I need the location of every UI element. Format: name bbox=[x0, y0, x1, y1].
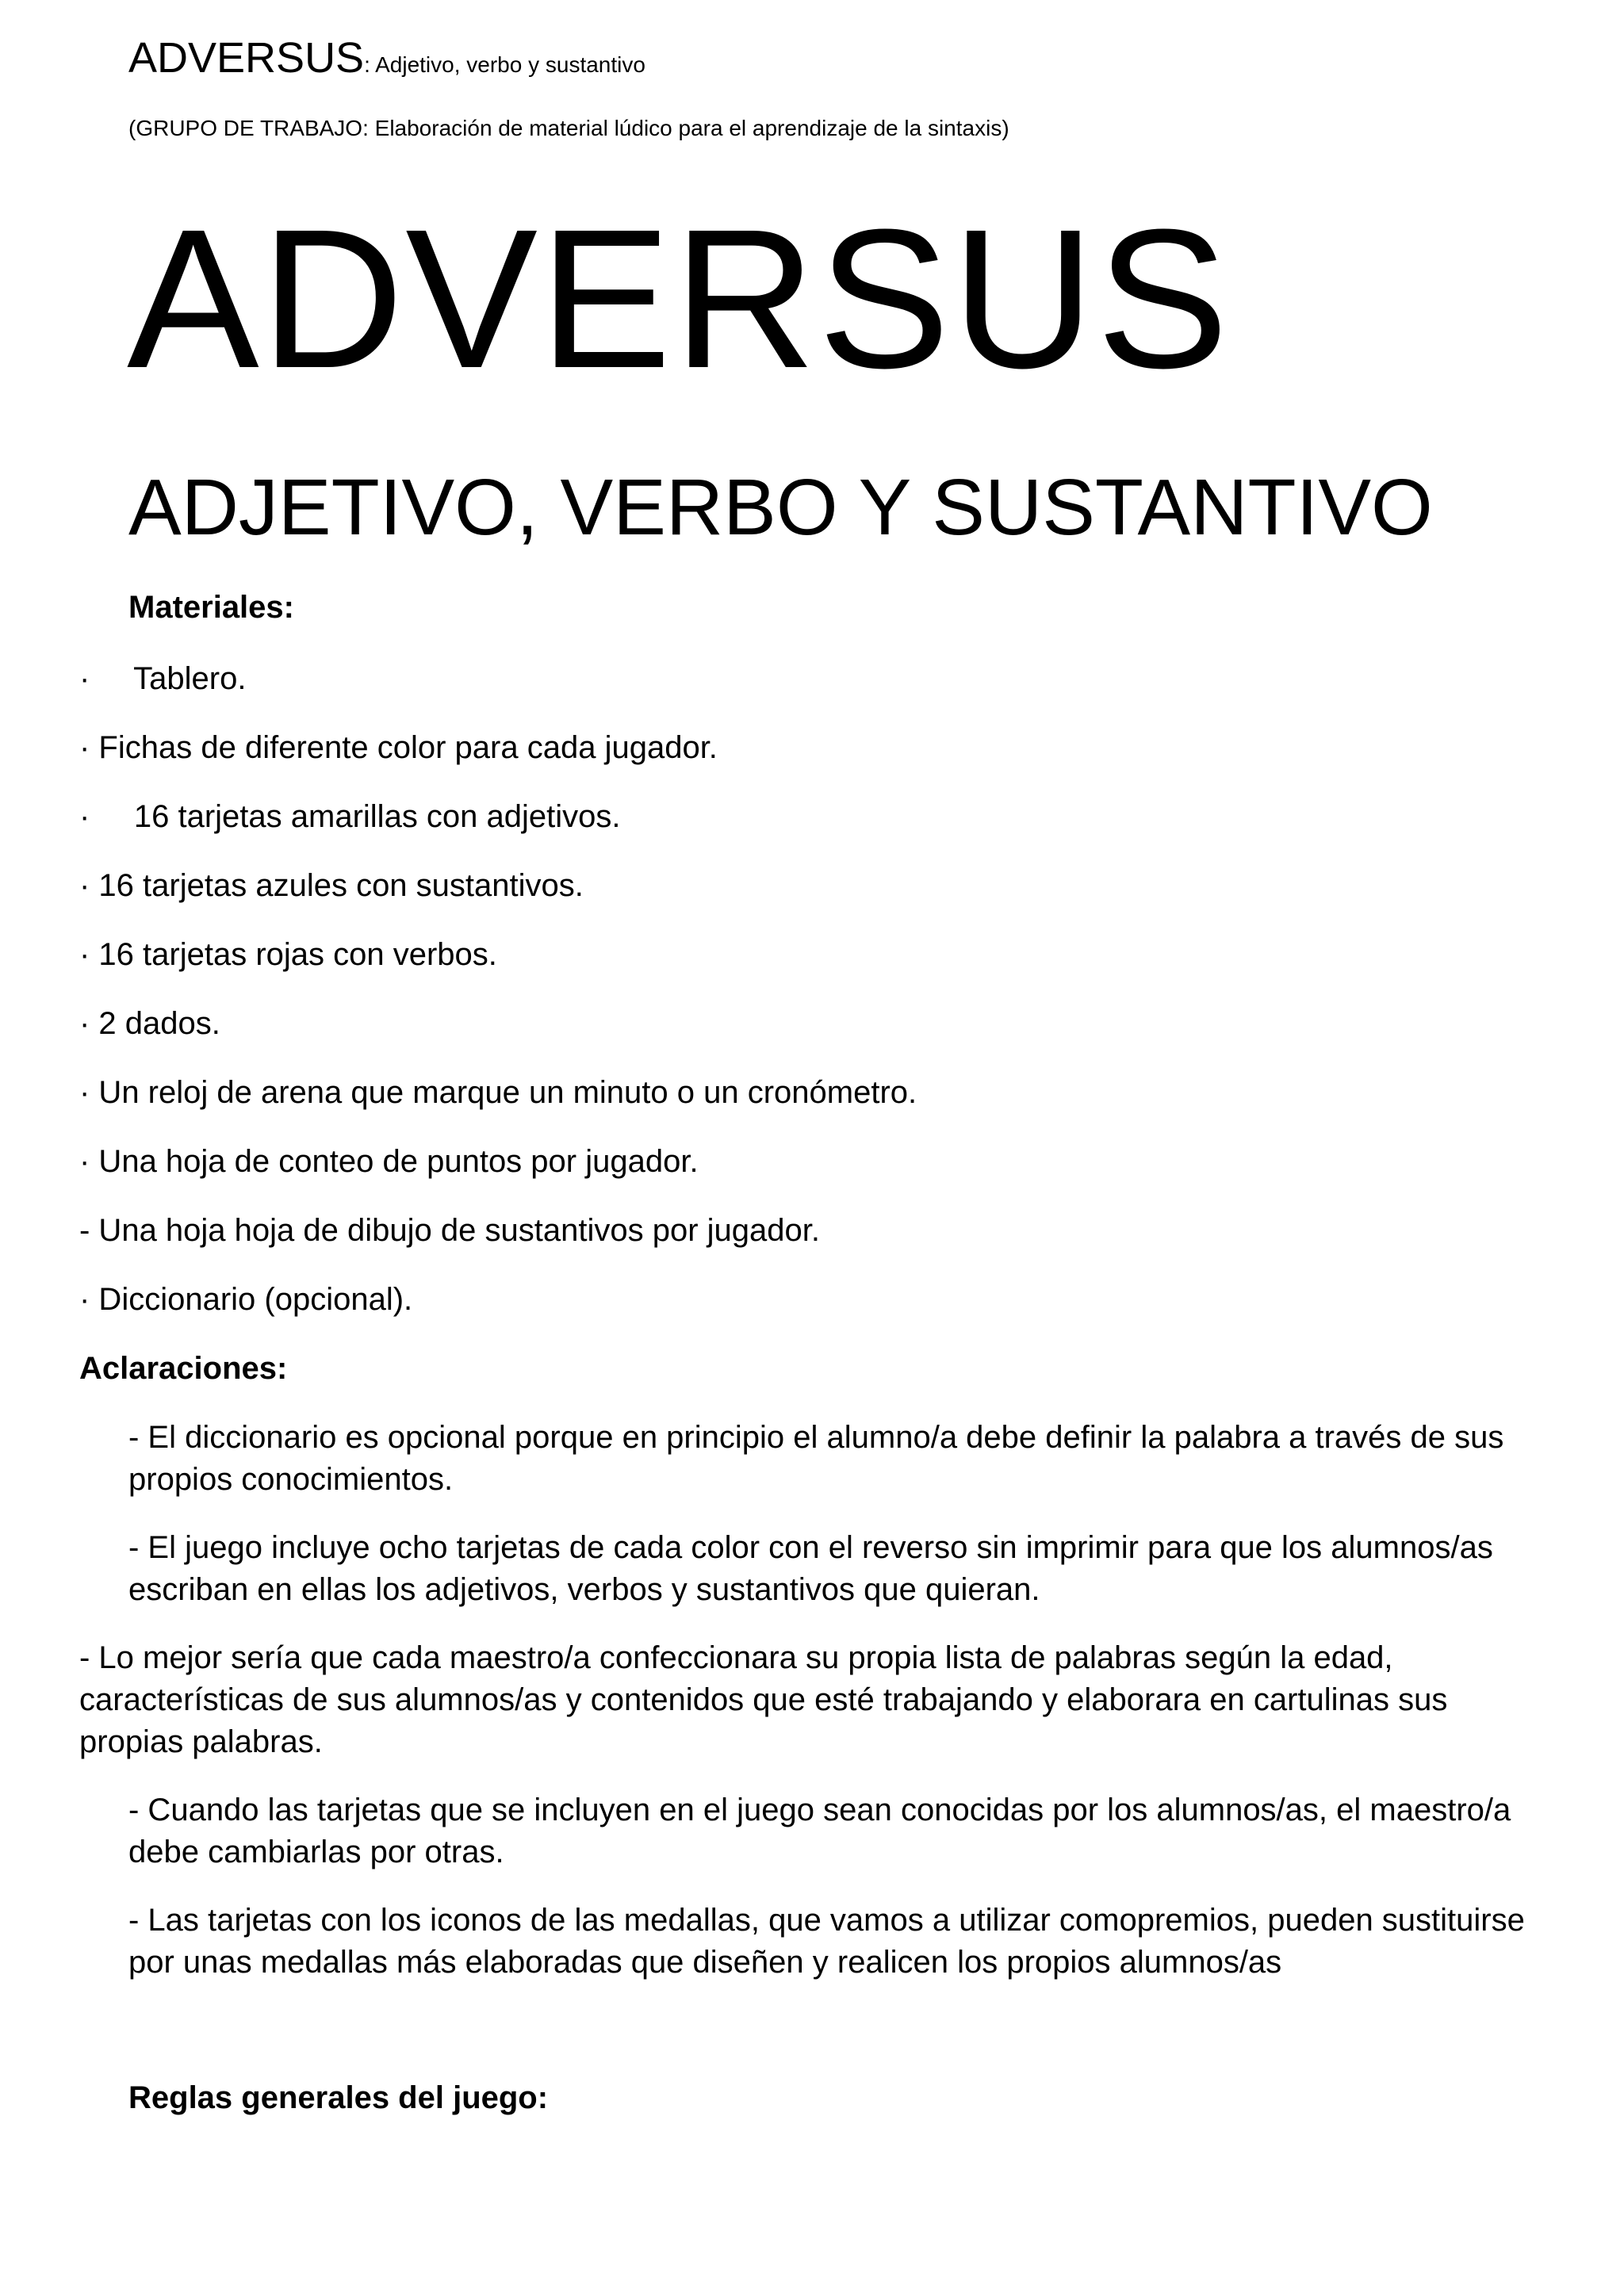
materials-item: · Una hoja de conteo de puntos por jugador. bbox=[79, 1144, 699, 1179]
materials-item: · 16 tarjetas amarillas con adjetivos. bbox=[79, 799, 621, 834]
rules-heading: Reglas generales del juego: bbox=[128, 2080, 549, 2115]
clarification-paragraph: - Cuando las tarjetas que se incluyen en el juego sean conocidas por los alumnos/as, el maestro/a debe cambiarlas por otras. bbox=[128, 1793, 1511, 1869]
materials-item: - Una hoja hoja de dibujo de sustantivos por jugador. bbox=[79, 1213, 820, 1248]
materials-heading: Materiales: bbox=[128, 590, 294, 625]
header-title: ADVERSUS bbox=[128, 34, 365, 82]
header-group-line: (GRUPO DE TRABAJO: Elaboración de material lúdico para el aprendizaje de la sintaxis) bbox=[128, 116, 1009, 140]
clarification-paragraph: - El juego incluye ocho tarjetas de cada color con el reverso sin imprimir para que los alumnos/as escriban en ellas los adjetivos, verbos y sustantivos que quieran. bbox=[128, 1530, 1493, 1607]
clarification-paragraph: - Lo mejor sería que cada maestro/a confeccionara su propia lista de palabras según la edad, características de sus alumnos/as y contenidos que esté trabajando y elaborara en cartulinas sus propias palabras. bbox=[79, 1640, 1448, 1759]
header-subtitle: : Adjetivo, verbo y sustantivo bbox=[364, 52, 645, 77]
materials-item: · 16 tarjetas azules con sustantivos. bbox=[79, 868, 584, 903]
clarification-paragraph: - Las tarjetas con los iconos de las medallas, que vamos a utilizar comopremios, pueden sustituirse por unas medallas más elaboradas que diseñen y realicen los propios alumnos/as bbox=[128, 1903, 1525, 1980]
materials-item: · 16 tarjetas rojas con verbos. bbox=[79, 937, 497, 972]
document-header bbox=[128, 30, 645, 93]
materials-item: · Tablero. bbox=[79, 661, 247, 696]
main-title: ADVERSUS bbox=[127, 188, 1231, 409]
materials-item: · Fichas de diferente color para cada jugador. bbox=[79, 730, 718, 765]
clarifications-heading: Aclaraciones: bbox=[79, 1351, 288, 1386]
materials-item: · 2 dados. bbox=[79, 1006, 220, 1041]
materials-item: · Un reloj de arena que marque un minuto o un cronómetro. bbox=[79, 1075, 917, 1110]
materials-item: · Diccionario (opcional). bbox=[79, 1282, 413, 1317]
main-subtitle: ADJETIVO, VERBO Y SUSTANTIVO bbox=[128, 463, 1433, 552]
clarification-paragraph: - El diccionario es opcional porque en principio el alumno/a debe definir la palabra a través de sus propios conocimientos. bbox=[128, 1420, 1504, 1497]
